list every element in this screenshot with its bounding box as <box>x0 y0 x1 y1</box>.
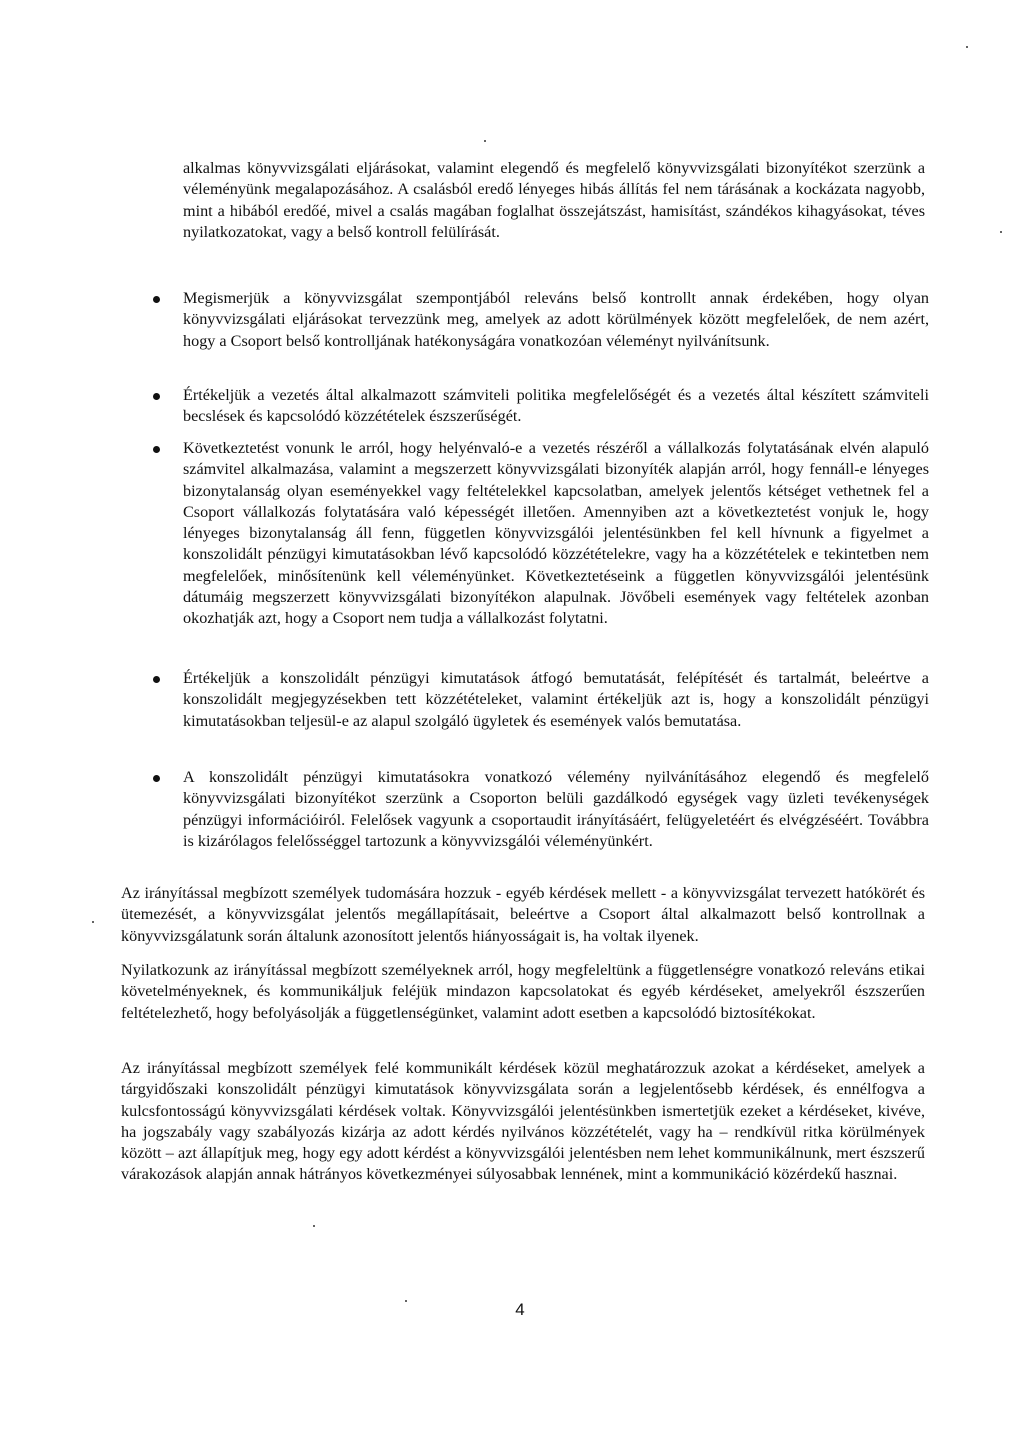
bullet-item-3 <box>153 438 929 660</box>
bullet-dot <box>153 676 160 683</box>
scan-speck <box>484 140 486 142</box>
scan-speck <box>405 1300 407 1302</box>
bullet-dot <box>153 775 160 782</box>
scan-speck <box>92 921 94 923</box>
paragraph-independence: Nyilatkozunk az irányítással megbízott személyeknek arról, hogy megfeleltünk a függetlenségre vonatkozó releváns etikai követelményeknek, és kommunikáljuk feléjük mindazon kapcsolatokat és egyéb kérdéseket, amelyekről észszerűen feltételezhető, hogy befolyásolják a függetlenségünket, valamint adott esetben a kapcsolódó biztosítékokat. <box>121 961 925 1022</box>
bullet-item-4 <box>153 668 929 758</box>
bullet-text: Megismerjük a könyvvizsgálat szempontjából releváns belső kontrollt annak érdekében, hogy olyan könyvvizsgálati eljárásokat tervezzünk meg, amelyek az adott körülmények között megfelelőek, de nem azért, hogy a Csoport belső kontrolljának hatékonyságára vonatkozóan véleményt nyilvánítsunk. <box>183 289 929 350</box>
bullet-text: A konszolidált pénzügyi kimutatásokra vonatkozó vélemény nyilvánításához elegendő és megfelelő könyvvizsgálati bizonyítékot szerzünk a Csoporton belüli gazdálkodó egységek vagy üzleti tevékenységek pénzügyi információiról. Felelősek vagyunk a csoportaudit irányításáért, felügyeletéért és elvégzéséért. Továbbra is kizárólagos felelősséggel tartozunk a könyvvizsgálói véleményünkért. <box>183 768 929 850</box>
bullet-dot <box>153 446 160 453</box>
intro-paragraph: alkalmas könyvvizsgálati eljárásokat, valamint elegendő és megfelelő könyvvizsgálati bizonyítékot szerzünk a véleményünk megalapozásához. A csalásból eredő lényeges hibás állítás fel nem tárásának a kockázata nagyobb, mint a hibából eredőé, mivel a csalás magában foglalhat összejátszást, hamisítást, szándékos kihagyásokat, téves nyilatkozatokat, vagy a belső kontroll felülírását. <box>183 159 925 241</box>
scan-speck <box>1000 231 1002 233</box>
bullet-dot <box>153 296 160 303</box>
bullet-dot <box>153 393 160 400</box>
bullet-item-2 <box>153 385 929 431</box>
scan-speck <box>966 46 968 48</box>
paragraph-communication: Az irányítással megbízott személyek tudomására hozzuk - egyéb kérdések mellett - a könyvvizsgálat tervezett hatókörét és ütemezését, a könyvvizsgálat jelentős megállapításait, beleértve a Csoport által alkalmazott belső kontrollnak a könyvvizsgálatunk során általunk azonosított jelentős hiányosságait is, ha voltak ilyenek. <box>121 884 925 945</box>
bullet-text: Értékeljük a vezetés által alkalmazott számviteli politika megfelelőségét és a vezetés által készített számviteli becslések és kapcsolódó közzétételek észszerűségét. <box>183 386 929 426</box>
page-number: 4 <box>515 1300 525 1319</box>
bullet-item-1 <box>153 288 929 378</box>
bullet-text: Következtetést vonunk le arról, hogy helyénvaló-e a vezetés részéről a vállalkozás folytatásának elvén alapuló számvitel alkalmazása, valamint a megszerzett könyvvizsgálati bizonyíték alapján arról, hogy fennáll-e lényeges bizonytalanság olyan eseményekkel vagy feltételekkel kapcsolatban, amelyek jelentős kétséget vethetnek fel a Csoport vállalkozás folytatására való képességét illetően. Amennyiben azt a következtetést vonjuk le, hogy lényeges bizonytalanság áll fenn, független könyvvizsgálói jelentésünkben fel kell hívnunk a figyelmet a konszolidált pénzügyi kimutatásokban lévő kapcsolódó közzétételekre, vagy ha a közzétételek e tekintetben nem megfelelőek, minősítenünk kell véleményünket. Következtetéseink a független könyvvizsgálói jelentésünk dátumáig megszerzett könyvvizsgálati bizonyítékon alapulnak. Jövőbeli események vagy feltételek azonban okozhatják azt, hogy a Csoport nem tudja a vállalkozást folytatni. <box>183 439 929 628</box>
bullet-item-5 <box>153 767 929 875</box>
scan-speck <box>313 1225 315 1227</box>
bullet-text: Értékeljük a konszolidált pénzügyi kimutatások átfogó bemutatását, felépítését és tartalmát, beleértve a konszolidált megjegyzésekben tett közzétételeket, valamint értékeljük azt is, hogy a konszolidált pénzügyi kimutatásokban teljesül-e az alapul szolgáló ügyletek és események valós bemutatása. <box>183 669 929 730</box>
paragraph-key-audit-matters: Az irányítással megbízott személyek felé kommunikált kérdések közül meghatározzuk azokat a kérdéseket, amelyek a tárgyidőszaki konszolidált pénzügyi kimutatások könyvvizsgálata során a legjelentősebb kérdések, és ennélfogva a kulcsfontosságú könyvvizsgálati kérdések voltak. Könyvvizsgálói jelentésünkben ismertetjük ezeket a kérdéseket, kivéve, ha jogszabály vagy szabályozás kizárja az adott kérdés nyilvános közzétételét, vagy ha – rendkívül ritka körülmények között – azt állapítjuk meg, hogy egy adott kérdést a könyvvizsgálói jelentésben nem lehet kommunikálnunk, mert észszerű várakozások alapján annak hátrányos következményei súlyosabbak lennének, mint a kommunikáció közérdekű hasznai. <box>121 1059 925 1184</box>
